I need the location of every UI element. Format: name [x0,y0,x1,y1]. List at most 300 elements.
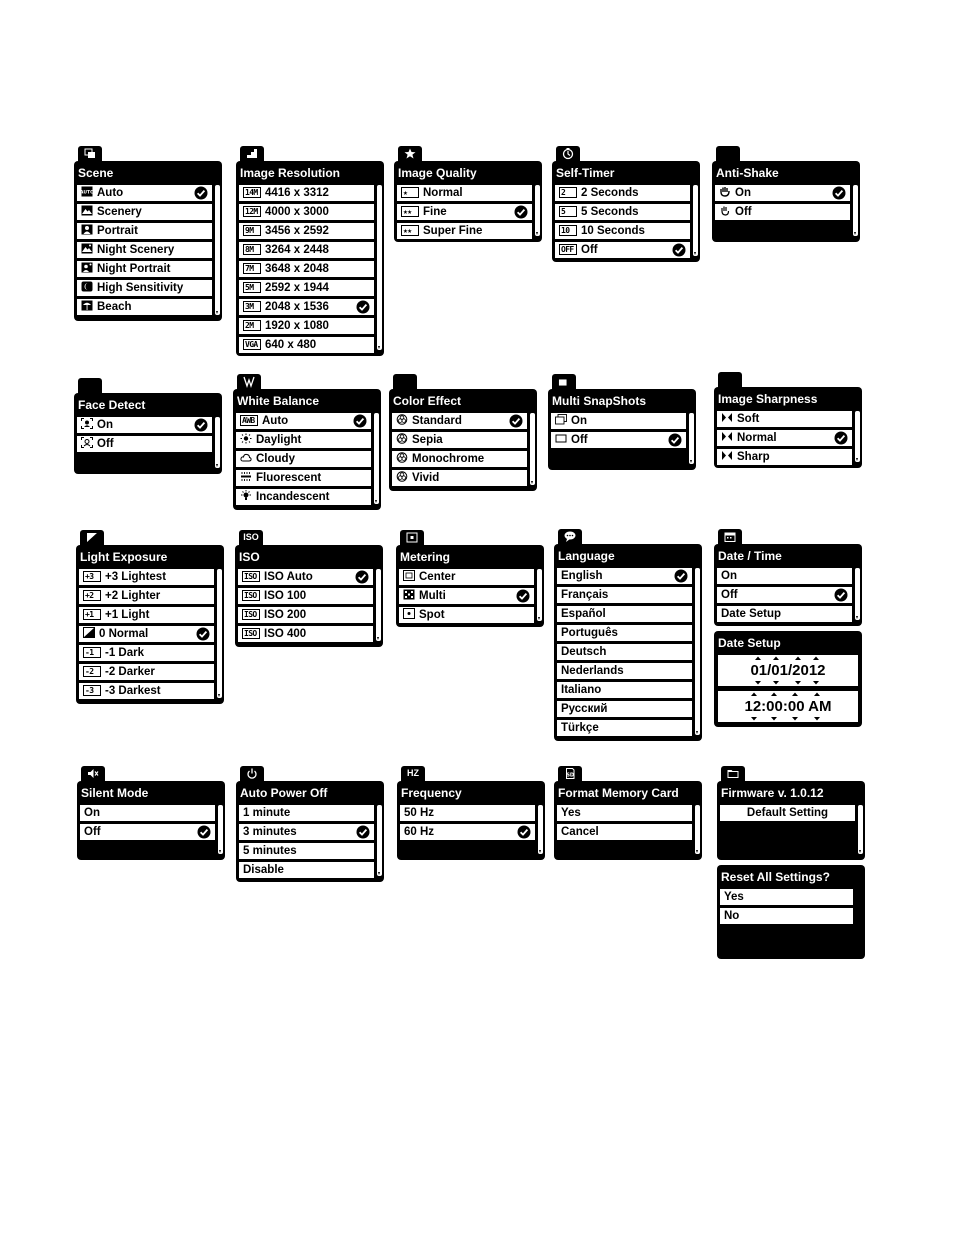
hand-off-icon [719,205,731,216]
option-label: 3 minutes [243,826,297,838]
spot-meter-icon [403,608,415,619]
night-scenery-icon [81,243,93,254]
iso-option[interactable] [238,626,373,642]
multisnap-title: Multi SnapShots [552,394,646,408]
checkmark-icon [356,825,370,839]
resolution-option[interactable] [239,204,374,220]
scrollbar[interactable] [377,805,382,876]
option-badge-icon: ★★ [401,206,419,217]
speech-icon [558,529,582,544]
face-icon [81,418,93,429]
quality-options [397,185,532,242]
time-value: 12:00:00 AM [744,698,832,715]
resolution-option[interactable] [239,223,374,239]
whitebalance-option[interactable] [236,489,371,505]
exposure-option[interactable] [79,569,214,585]
whitebalance-title: White Balance [237,394,320,408]
iso-option[interactable] [238,607,373,623]
silent-option[interactable] [80,824,215,840]
scrollbar[interactable] [530,413,535,485]
datetime-option[interactable] [717,606,852,622]
language-option[interactable] [557,606,692,622]
resolution-option[interactable] [239,185,374,201]
coloreffect-option[interactable] [392,413,527,429]
coloreffect-option[interactable] [392,451,527,467]
iso-menu [235,530,383,647]
option-label: Fluorescent [256,472,322,484]
metering-option[interactable] [399,607,534,623]
scene-option[interactable] [77,242,212,258]
option-label: Spot [419,609,445,621]
option-label: Português [561,627,618,639]
option-label: Normal [423,187,463,199]
facedetect-options [77,417,212,455]
option-label: Yes [561,807,581,819]
scene-panel [74,161,222,321]
scene-option[interactable] [77,261,212,277]
whitebalance-option[interactable] [236,451,371,467]
option-label: Portrait [97,225,138,237]
exposure-option[interactable] [79,588,214,604]
multi-shot-icon [552,374,576,389]
frequency-panel [397,781,545,860]
option-badge-icon: -2 [83,666,101,677]
option-label: Off [97,438,114,450]
option-badge-icon: -1 [83,647,101,658]
exposure-icon [83,627,95,638]
scene-option[interactable] [77,185,212,201]
option-label: Scenery [97,206,142,218]
option-label: Fine [423,206,447,218]
exposure-options [79,569,214,702]
scene-option[interactable] [77,299,212,315]
sharpness-option[interactable] [717,449,852,465]
checkmark-icon [514,205,528,219]
option-label: Sepia [412,434,443,446]
autopower-menu [236,766,384,882]
face-off-icon [81,437,93,448]
option-label: 10 Seconds [581,225,645,237]
metering-title: Metering [400,550,451,564]
iso-panel [235,545,383,647]
language-option[interactable] [557,720,692,736]
exposure-title: Light Exposure [80,550,168,564]
exposure-option[interactable] [79,645,214,661]
scrollbar[interactable] [689,413,694,464]
option-badge-icon: 5M [243,282,261,293]
checkmark-icon [196,627,210,641]
facedetect-title: Face Detect [78,398,146,412]
option-label: 1 minute [243,807,291,819]
datesetup-panel [714,631,862,727]
format-title: Format Memory Card [558,786,679,800]
checkmark-icon [672,243,686,257]
format-menu [554,766,702,860]
option-label: 3456 x 2592 [265,225,329,237]
frequency-tab-label: HZ [401,766,425,781]
option-label: Off [84,826,101,838]
scrollbar[interactable] [377,185,382,350]
power-icon [240,766,264,781]
iso-option[interactable] [238,588,373,604]
quality-option[interactable] [397,204,532,220]
option-badge-icon: 5 [559,206,577,217]
portrait-icon [81,224,93,235]
language-option[interactable] [557,644,692,660]
option-label: +3 Lightest [105,571,167,583]
autopower-options [239,805,374,881]
option-label: 1920 x 1080 [265,320,329,332]
scrollbar[interactable] [537,569,542,621]
option-label: Vivid [412,472,440,484]
option-badge-icon: ★ [401,187,419,198]
iso-options [238,569,373,645]
option-label: On [571,415,587,427]
option-label: -3 Darkest [105,685,161,697]
checkmark-icon [674,569,688,583]
checkmark-icon [194,186,208,200]
option-label: Deutsch [561,646,607,658]
frame-icon [555,433,567,444]
quality-option[interactable] [397,185,532,201]
scene-option[interactable] [77,204,212,220]
option-label: Cancel [561,826,599,838]
scrollbar[interactable] [858,805,863,854]
fluorescent-icon [240,471,252,482]
sharpness-icon [718,372,742,387]
exposure-option[interactable] [79,664,214,680]
sharpness-options [717,411,852,468]
sharpness-option[interactable] [717,430,852,446]
facedetect-panel [74,393,222,474]
format-panel [554,781,702,860]
scene-option[interactable] [77,280,212,296]
multisnap-options [551,413,686,451]
scrollbar[interactable] [693,185,698,256]
night-portrait-icon [81,262,93,273]
selftimer-menu [552,146,700,262]
metering-panel [396,545,544,627]
sharpness-icon [721,431,733,442]
option-label: On [84,807,100,819]
autopower-title: Auto Power Off [240,786,328,800]
date-value: 01/01/2012 [750,662,826,679]
whitebalance-option[interactable] [236,432,371,448]
autopower-option[interactable] [239,843,374,859]
resolution-panel [236,161,384,356]
center-meter-icon [403,570,415,581]
option-badge-icon: ISO [242,571,260,582]
multi-meter-icon [403,589,415,600]
iso-tab-label: ISO [239,530,263,545]
svg-text:SD: SD [566,772,575,779]
scene-option[interactable] [77,223,212,239]
option-label: 3648 x 2048 [265,263,329,275]
scene-options [77,185,212,318]
option-label: On [721,570,737,582]
option-label: Yes [724,891,744,903]
cloud-icon [240,452,252,463]
checkmark-icon [517,825,531,839]
option-label: On [97,419,113,431]
option-label: Multi [419,590,446,602]
selftimer-option[interactable] [555,223,690,239]
option-label: Auto [97,187,124,199]
reset-option[interactable] [720,889,853,905]
frequency-option[interactable] [400,805,535,821]
datetime-option[interactable] [717,568,852,584]
option-badge-icon: 10 [559,225,577,236]
color-icon [396,433,408,444]
resolution-option[interactable] [239,261,374,277]
exposure-option[interactable] [79,683,214,699]
frequency-option[interactable] [400,824,535,840]
checkmark-icon [194,418,208,432]
reset-menu [717,865,865,959]
date-field[interactable] [718,655,858,686]
checkmark-icon [356,300,370,314]
option-label: English [561,570,603,582]
metering-option[interactable] [399,569,534,585]
datetime-option[interactable] [717,587,852,603]
sharpness-title: Image Sharpness [718,392,818,406]
coloreffect-title: Color Effect [393,394,462,408]
coloreffect-option[interactable] [392,470,527,486]
option-label: +1 Light [105,609,150,621]
format-option[interactable] [557,805,692,821]
coloreffect-option[interactable] [392,432,527,448]
scrollbar[interactable] [217,569,222,698]
coloreffect-menu [389,374,537,491]
language-menu [554,529,702,741]
whitebalance-menu [233,374,381,510]
firmware-panel [717,781,865,860]
option-badge-icon: 2 [559,187,577,198]
scene-menu [74,146,222,321]
resolution-options [239,185,374,356]
language-option[interactable] [557,587,692,603]
silent-title: Silent Mode [81,786,149,800]
scrollbar[interactable] [695,805,700,854]
sharpness-icon [721,450,733,461]
datetime-options [717,568,852,625]
option-label: Night Scenery [97,244,175,256]
quality-option[interactable] [397,223,532,239]
autopower-option[interactable] [239,824,374,840]
reset-option[interactable] [720,908,853,924]
option-badge-icon: 9M [243,225,261,236]
option-badge-icon: ★★ [401,225,419,236]
resolution-option[interactable] [239,242,374,258]
language-panel [554,544,702,741]
exposure-icon [80,530,104,545]
option-badge-icon: ISO [242,628,260,639]
scrollbar[interactable] [695,568,700,735]
scrollbar[interactable] [538,805,543,854]
option-label: Normal [737,432,777,444]
timer-icon [556,146,580,161]
whitebalance-option[interactable] [236,413,371,429]
sharpness-icon [721,412,733,423]
language-option[interactable] [557,663,692,679]
resolution-option[interactable] [239,299,374,315]
selftimer-option[interactable] [555,242,690,258]
option-badge-icon: 2M [243,320,261,331]
firmware-options [720,805,855,824]
autopower-option[interactable] [239,862,374,878]
option-badge-icon: OFF [559,244,577,255]
option-label: Русский [561,703,608,715]
iso-option[interactable] [238,569,373,585]
auto-icon [81,186,93,197]
exposure-panel [76,545,224,704]
option-badge-icon: 7M [243,263,261,274]
scrollbar[interactable] [376,569,381,641]
option-label: Soft [737,413,760,425]
language-title: Language [558,549,615,563]
checkmark-icon [509,414,523,428]
scrollbar[interactable] [215,185,220,315]
bulb-icon [240,490,252,501]
color-icon [396,414,408,425]
checkmark-icon [353,414,367,428]
language-option[interactable] [557,682,692,698]
scrollbar[interactable] [853,185,858,236]
option-label: 5 Seconds [581,206,639,218]
sharpness-menu [714,372,862,468]
folder-icon [721,766,745,781]
option-badge-icon: 3M [243,301,261,312]
reset-title: Reset All Settings? [721,870,830,884]
reset-options [720,889,853,927]
option-label: 3264 x 2448 [265,244,329,256]
option-label: Off [581,244,598,256]
checkmark-icon [197,825,211,839]
option-label: 4000 x 3000 [265,206,329,218]
language-option[interactable] [557,701,692,717]
autopower-panel [236,781,384,882]
option-label: 4416 x 3312 [265,187,329,199]
silent-option[interactable] [80,805,215,821]
datesetup-menu [714,631,862,727]
exposure-option[interactable] [79,607,214,623]
option-label: Beach [97,301,132,313]
language-option[interactable] [557,568,692,584]
option-badge-icon: 14M [243,187,261,198]
color-icon [396,471,408,482]
scrollbar[interactable] [218,805,223,854]
exposure-option[interactable] [79,626,214,642]
whitebalance-options [236,413,371,508]
multisnap-menu [548,374,696,470]
quality-panel [394,161,542,242]
multisnap-option[interactable] [551,432,686,448]
scrollbar[interactable] [374,413,379,504]
option-label: No [724,910,740,922]
option-label: +2 Lighter [105,590,161,602]
multisnap-option[interactable] [551,413,686,429]
option-label: Français [561,589,609,601]
sun-icon [240,433,252,444]
whitebalance-option[interactable] [236,470,371,486]
metering-option[interactable] [399,588,534,604]
option-label: 60 Hz [404,826,435,838]
date-adjust-arrows-icon [718,655,858,686]
firmware-option[interactable] [720,805,855,821]
silent-panel [77,781,225,860]
sharpness-option[interactable] [717,411,852,427]
checkmark-icon [834,588,848,602]
time-field[interactable] [718,691,858,722]
option-label: ISO 100 [264,590,307,602]
selftimer-options [555,185,690,261]
metering-icon [400,530,424,545]
datetime-title: Date / Time [718,549,782,563]
antishake-option[interactable] [715,185,850,201]
datetime-menu [714,529,862,626]
option-label: 640 x 480 [265,339,317,351]
option-label: 2 Seconds [581,187,639,199]
resolution-option[interactable] [239,337,374,353]
option-label: Nederlands [561,665,624,677]
option-badge-icon: AWB [240,415,258,426]
antishake-option[interactable] [715,204,850,220]
option-label: Italiano [561,684,602,696]
resolution-menu [236,146,384,356]
beach-icon [81,300,93,311]
option-label: Incandescent [256,491,330,503]
coloreffect-panel [389,389,537,491]
metering-menu [396,530,544,627]
antishake-title: Anti-Shake [716,166,779,180]
selftimer-title: Self-Timer [556,166,615,180]
option-label: 0 Normal [99,628,149,640]
svg-text:AUTO: AUTO [80,190,94,196]
firmware-menu [717,766,865,860]
language-option[interactable] [557,625,692,641]
option-label: -1 Dark [105,647,144,659]
option-badge-icon: 8M [243,244,261,255]
antishake-menu [712,146,860,242]
resolution-icon [240,146,264,161]
facedetect-option[interactable] [77,436,212,452]
facedetect-option[interactable] [77,417,212,433]
option-label: ISO Auto [264,571,313,583]
mountain-icon [81,205,93,216]
reset-panel [717,865,865,959]
checkmark-icon [832,186,846,200]
autopower-option[interactable] [239,805,374,821]
option-label: High Sensitivity [97,282,184,294]
option-label: Default Setting [746,807,829,819]
color-icon [396,452,408,463]
resolution-option[interactable] [239,280,374,296]
antishake-panel [712,161,860,242]
format-option[interactable] [557,824,692,840]
multisnap-panel [548,389,696,470]
resolution-option[interactable] [239,318,374,334]
scrollbar[interactable] [855,411,860,462]
selftimer-panel [552,161,700,262]
selftimer-option[interactable] [555,185,690,201]
scrollbar[interactable] [215,417,220,468]
scrollbar[interactable] [535,185,540,236]
option-label: Standard [412,415,462,427]
option-label: Sharp [737,451,770,463]
scrollbar[interactable] [855,568,860,620]
selftimer-option[interactable] [555,204,690,220]
format-options [557,805,692,843]
